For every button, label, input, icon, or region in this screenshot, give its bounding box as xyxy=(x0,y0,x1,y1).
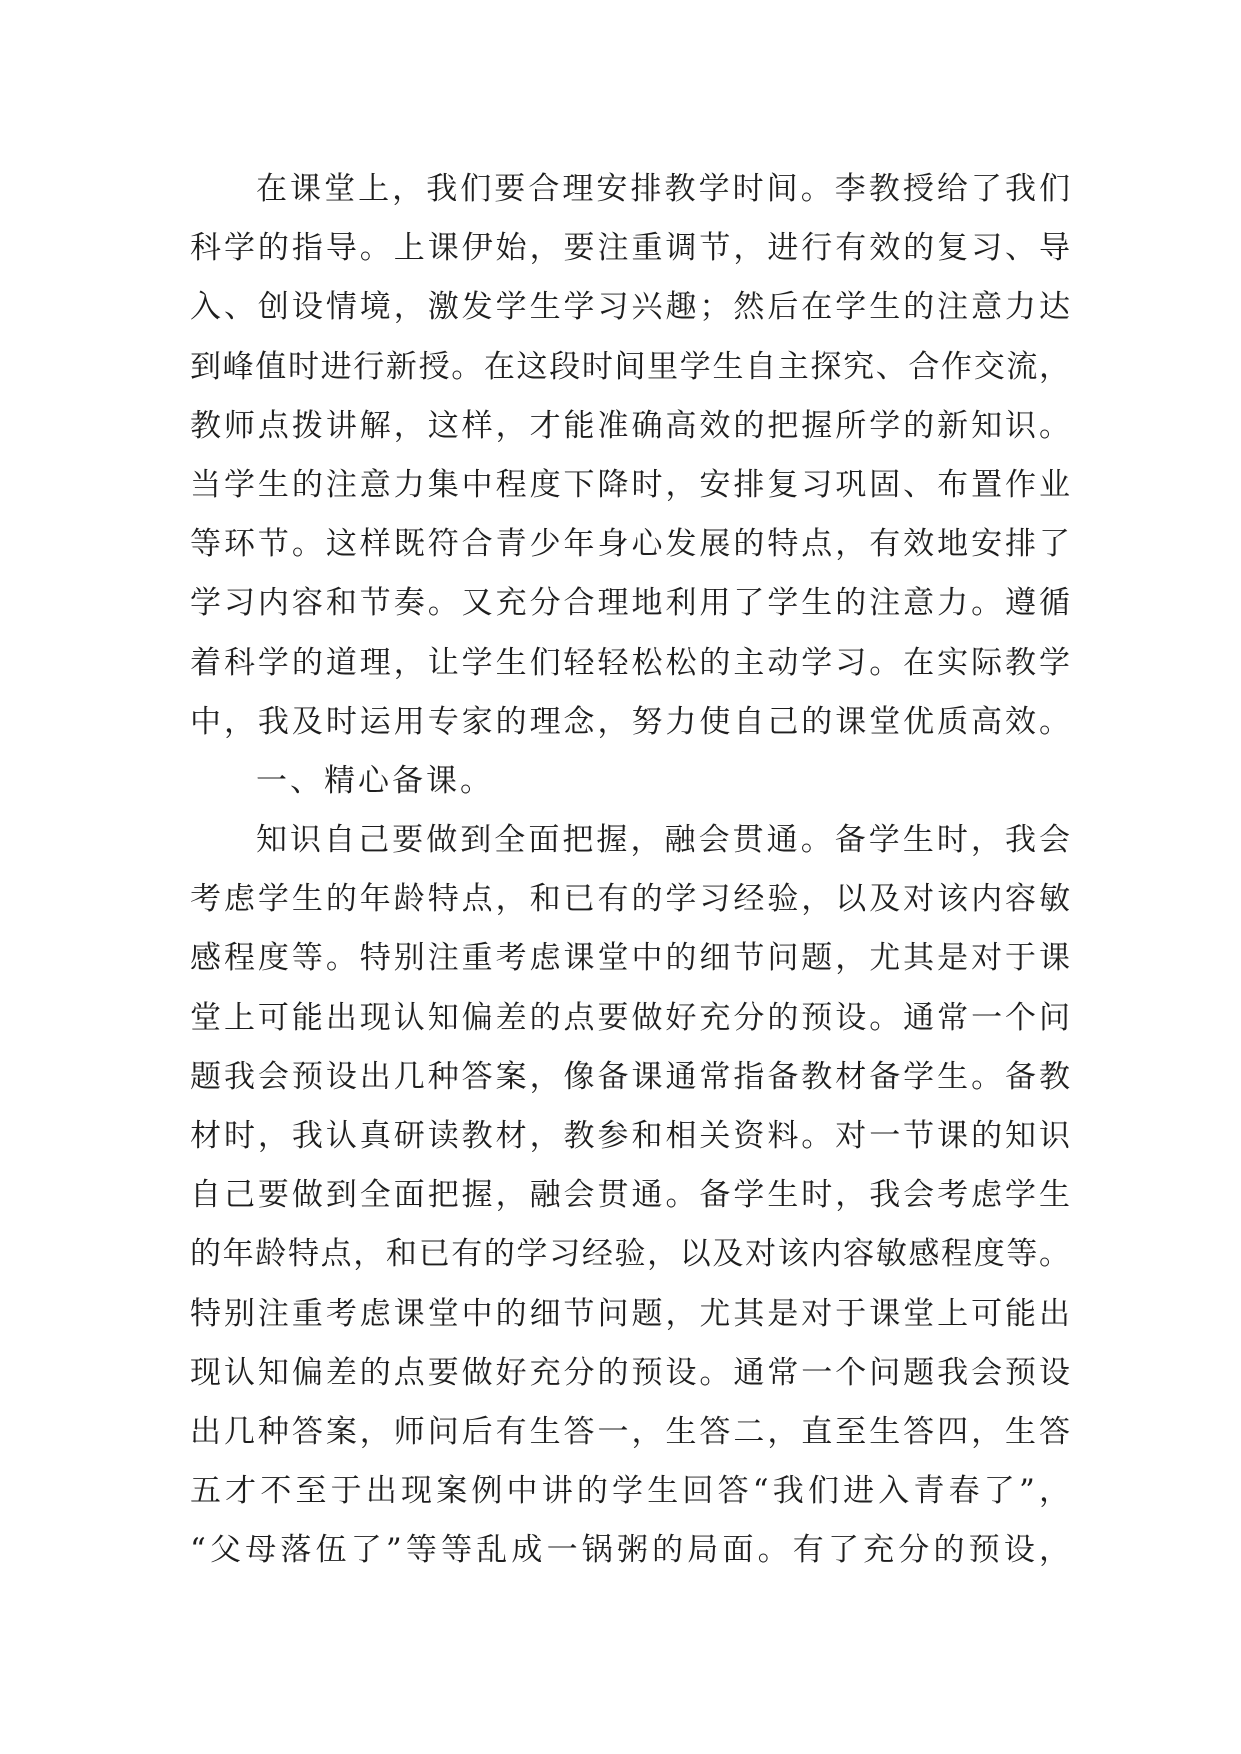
text-line: 入、创设情境，激发学生学习兴趣；然后在学生的注意力达 xyxy=(190,289,1070,326)
text-line: 学习内容和节奏。又充分合理地利用了学生的注意力。遵循 xyxy=(190,585,1070,622)
text-line: 当学生的注意力集中程度下降时，安排复习巩固、布置作业 xyxy=(190,466,1070,503)
text-line: 在课堂上，我们要合理安排教学时间。李教授给了我们 xyxy=(256,171,1070,207)
text-line: 出几种答案，师问后有生答一，生答二，直至生答四，生答 xyxy=(190,1413,1070,1450)
text-line: 感程度等。特别注重考虑课堂中的细节问题，尤其是对于课 xyxy=(190,940,1070,977)
body-text xyxy=(190,160,1070,1581)
section-heading: 一、精心备课。 xyxy=(256,762,494,799)
text-line: “父母落伍了”等等乱成一锅粥的局面。有了充分的预设， xyxy=(190,1532,1070,1569)
text-line: 材时，我认真研读教材，教参和相关资料。对一节课的知识 xyxy=(190,1118,1070,1154)
text-line: 着科学的道理，让学生们轻轻松松的主动学习。在实际教学 xyxy=(190,644,1070,681)
text-line: 知识自己要做到全面把握，融会贯通。备学生时，我会 xyxy=(256,822,1070,859)
text-line: 题我会预设出几种答案，像备课通常指备教材备学生。备教 xyxy=(190,1058,1070,1095)
text-line: 现认知偏差的点要做好充分的预设。通常一个问题我会预设 xyxy=(190,1354,1070,1391)
text-line: 等环节。这样既符合青少年身心发展的特点，有效地安排了 xyxy=(190,526,1070,563)
text-line: 五才不至于出现案例中讲的学生回答“我们进入青春了”， xyxy=(190,1473,1070,1510)
text-line: 中，我及时运用专家的理念，努力使自己的课堂优质高效。 xyxy=(190,703,1070,740)
text-line: 自己要做到全面把握，融会贯通。备学生时，我会考虑学生 xyxy=(190,1177,1070,1214)
text-line: 教师点拨讲解，这样，才能准确高效的把握所学的新知识。 xyxy=(190,407,1070,444)
text-line: 的年龄特点，和已有的学习经验，以及对该内容敏感程度等。 xyxy=(190,1236,1070,1273)
text-line: 到峰值时进行新授。在这段时间里学生自主探究、合作交流， xyxy=(190,348,1070,385)
text-line: 堂上可能出现认知偏差的点要做好充分的预设。通常一个问 xyxy=(190,999,1070,1036)
text-line: 特别注重考虑课堂中的细节问题，尤其是对于课堂上可能出 xyxy=(190,1295,1070,1332)
text-line: 考虑学生的年龄特点，和已有的学习经验，以及对该内容敏 xyxy=(190,881,1070,918)
text-line: 科学的指导。上课伊始，要注重调节，进行有效的复习、导 xyxy=(190,230,1070,267)
